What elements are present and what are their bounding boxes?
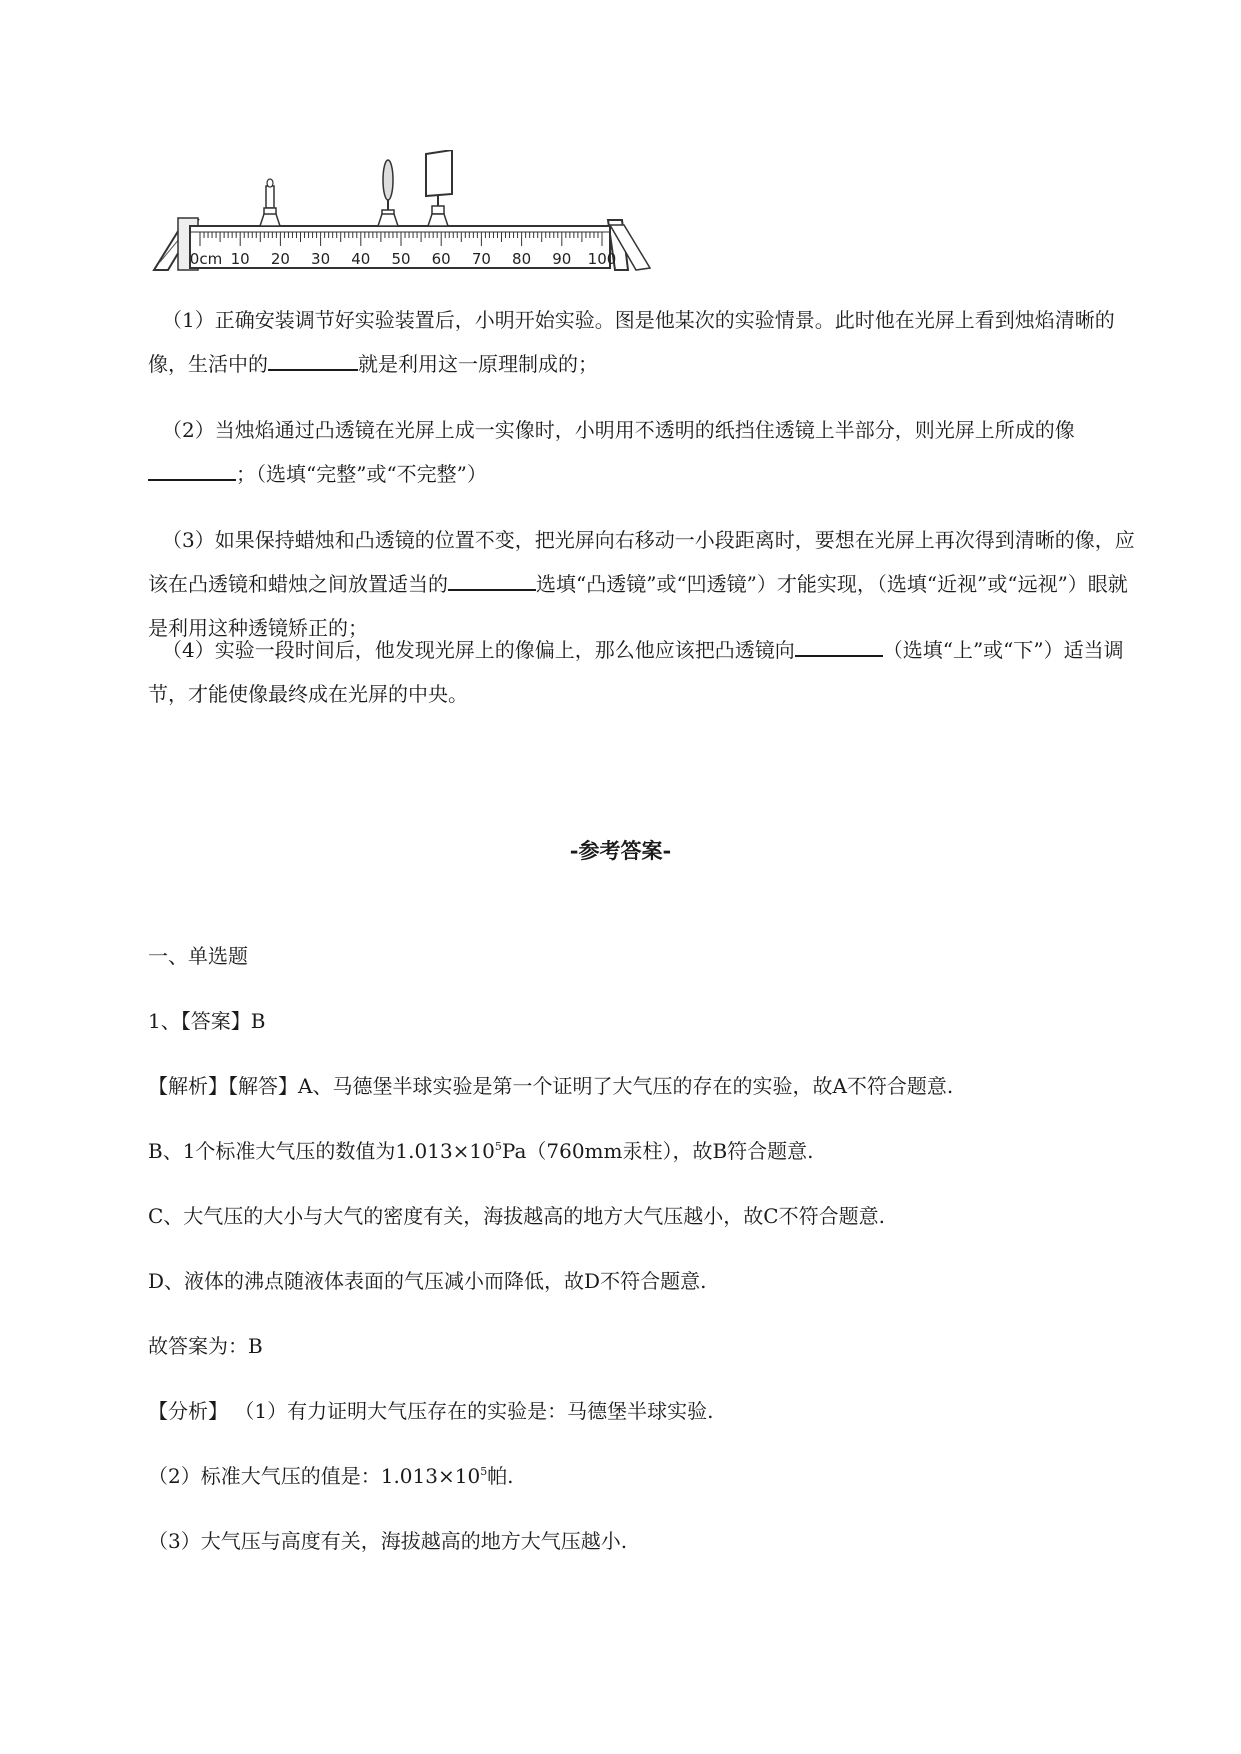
analysis-fenxi: 【分析】 （1）有力证明大气压存在的实验是：马德堡半球实验.: [148, 1399, 714, 1423]
ruler-label: 90: [552, 250, 572, 268]
analysis-b-text: B、1个标准大气压的数值为1.013×10: [148, 1139, 495, 1163]
analysis-jiexi: 【解析】【解答】A、马德堡半球实验是第一个证明了大气压的存在的实验，故A不符合题意.: [148, 1074, 954, 1098]
convex-lens-icon: [378, 160, 398, 226]
ruler-label: 70: [471, 250, 491, 268]
answer-blank: [795, 635, 883, 657]
optical-bench-icon: [150, 150, 710, 310]
ruler-label: 10: [230, 250, 250, 268]
answer-blank: [268, 349, 358, 371]
section-title: 一、单选题: [148, 944, 248, 968]
question-1-text: （1）正确安装调节好实验装置后，小明开始实验。图是他某次的实验情景。此时他在光屏上看到烛焰清晰的像，生活中的: [148, 308, 1115, 376]
analysis-c: C、大气压的大小与大气的密度有关，海拔越高的地方大气压越小，故C不符合题意.: [148, 1204, 885, 1228]
question-2-text-2: ；（选填“完整”或“不完整”）: [236, 462, 487, 486]
question-4: [148, 628, 1140, 716]
question-3-text: （3）如果保持蜡烛和凸透镜的位置不变，把光屏向右移动一小段距离时，要想在光屏上再次得到清晰的像，应该在凸透镜和蜡烛之间放置适当的: [148, 528, 1135, 596]
question-1: [148, 298, 1140, 386]
ruler-label: 60: [431, 250, 451, 268]
analysis-b: [148, 1135, 814, 1164]
candle-icon: [260, 179, 280, 226]
optical-bench-figure: [150, 150, 710, 310]
light-screen-icon: [426, 150, 452, 226]
question-2-text: （2）当烛焰通过凸透镜在光屏上成一实像时，小明用不透明的纸挡住透镜上半部分，则光屏上所成的像: [162, 418, 1075, 442]
answer-line: 1、【答案】B: [148, 1009, 266, 1033]
question-2: [148, 408, 1140, 496]
question-4-text: （4）实验一段时间后，他发现光屏上的像偏上，那么他应该把凸透镜向: [162, 638, 795, 662]
analysis-b-text-2: Pa（760mm汞柱），故B符合题意.: [501, 1139, 814, 1163]
analysis-point-2-text: （2）标准大气压的值是：1.013×10: [148, 1464, 481, 1488]
answer-blank: [448, 569, 536, 591]
analysis-point-3: （3）大气压与高度有关，海拔越高的地方大气压越小.: [148, 1529, 628, 1553]
ruler-label: 30: [311, 250, 331, 268]
ruler-label: 20: [270, 250, 290, 268]
answer-blank: [148, 459, 236, 481]
question-1-text-2: 就是利用这一原理制成的；: [358, 352, 598, 376]
answer-heading: -参考答案-: [569, 838, 672, 863]
final-answer: 故答案为：B: [148, 1334, 263, 1358]
analysis-point-2-text-2: 帕.: [487, 1464, 514, 1488]
analysis-d: D、液体的沸点随液体表面的气压减小而降低，故D不符合题意.: [148, 1269, 707, 1293]
question-4-text-2: （选填“上”或“下”）适当调节，才能使像最终成在光屏的中央。: [148, 638, 1124, 706]
ruler-label: 0cm: [189, 250, 223, 268]
ruler-label: 100: [587, 250, 617, 268]
ruler-label: 40: [351, 250, 371, 268]
ruler-label: 50: [391, 250, 411, 268]
ruler-label: 80: [512, 250, 532, 268]
analysis-point-2: [148, 1460, 514, 1489]
question-3-text-3: （选填“近视”或“远视”）眼就是利用这种透镜矫正的；: [148, 572, 1128, 640]
analysis-point-2-sup: 5: [480, 1465, 488, 1478]
analysis-b-sup: 5: [494, 1140, 502, 1153]
question-3-text-2: 选填“凸透镜”或“凹透镜”）才能实现，: [536, 572, 877, 596]
